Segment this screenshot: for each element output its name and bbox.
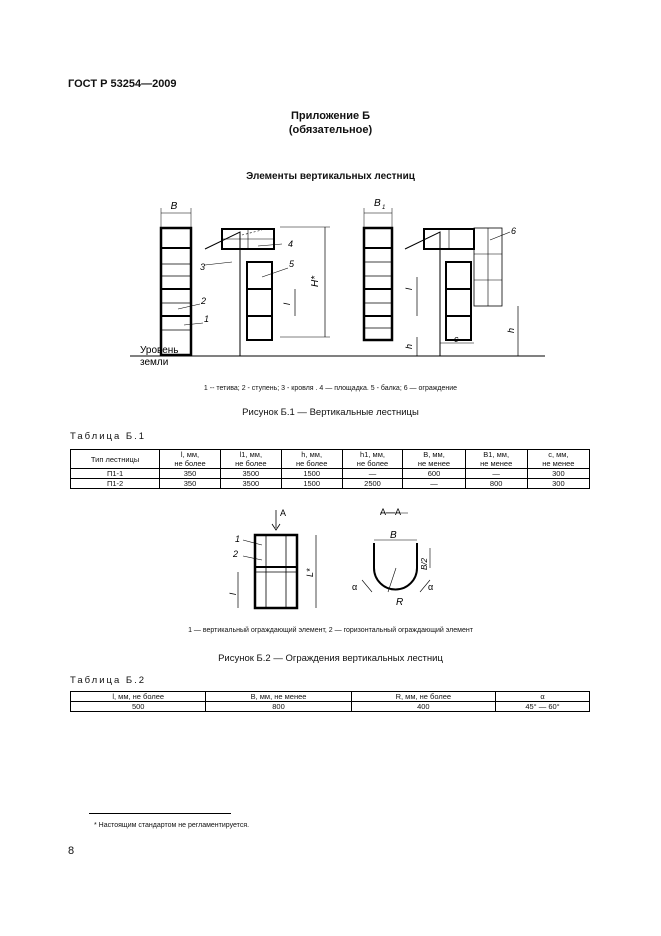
table-b2-title: Таблица Б.2 (70, 675, 147, 686)
label-l: l (404, 288, 414, 290)
appendix-title: Приложение Б (290, 110, 371, 122)
figure-b1-legend: 1 -- тетива; 2 - ступень; 3 - кровля . 4 — площадка. 5 - балка; 6 — ограждение (203, 385, 458, 392)
figure-b1-caption: Рисунок Б.1 — Вертикальные лестницы (242, 407, 419, 418)
table-header-cell: α (496, 692, 590, 702)
label-5: 5 (289, 259, 295, 269)
table-header-cell: c, мм, не менее (527, 450, 589, 469)
figure-b2-caption: Рисунок Б.2 — Ограждения вертикальных лестниц (218, 653, 443, 664)
label-6: 6 (511, 226, 517, 236)
label-fig2-2: 2 (233, 549, 239, 559)
table-row: 500 800 400 45° — 60° (71, 702, 590, 712)
table-header-cell: l, мм, не более (71, 692, 206, 702)
label-H: H* (310, 275, 321, 287)
label-alpha-right: α (428, 582, 434, 592)
table-row: П1-2 350 3500 1500 2500 — 800 300 (71, 479, 590, 489)
section-title: Элементы вертикальных лестниц (246, 171, 415, 182)
label-3: 3 (200, 262, 206, 272)
page-number: 8 (68, 845, 75, 857)
label-B: B (170, 201, 178, 212)
label-c: c (454, 334, 459, 344)
table-header-cell: R, мм, не более (351, 692, 495, 702)
label-B1-sub: 1 (382, 205, 386, 211)
table-header-cell: h, мм, не более (281, 450, 342, 469)
label-AA: A—A (380, 507, 402, 517)
table-header-row (71, 692, 590, 702)
label-h1: h (506, 327, 516, 333)
label-fig2-B: B (390, 530, 397, 541)
table-header-cell: B, мм, не менее (206, 692, 351, 702)
label-1: 1 (204, 314, 210, 324)
table-header-cell: l1, мм, не более (220, 450, 281, 469)
figure-b2-legend: 1 — вертикальный ограждающий элемент, 2 — горизонтальный ограждающий элемент (188, 627, 473, 634)
ground-label-1: Уровень (140, 345, 179, 356)
table-header-cell: B, мм, не менее (403, 450, 465, 469)
footnote-divider (89, 813, 231, 814)
label-B1: B (374, 198, 381, 209)
label-R: R (396, 597, 404, 608)
label-4: 4 (288, 239, 294, 249)
table-header-cell: B1, мм, не менее (465, 450, 527, 469)
label-L: L* (305, 568, 315, 577)
label-2: 2 (201, 296, 207, 306)
label-alpha-left: α (352, 582, 358, 592)
appendix-subtitle: (обязательное) (288, 124, 373, 136)
label-h: h (404, 343, 414, 349)
label-fig2-1: 1 (235, 534, 241, 544)
table-row: П1-1 350 3500 1500 — 600 — 300 (71, 469, 590, 479)
label-B2: B/2 (420, 557, 429, 570)
ground-label-2: земли (140, 357, 169, 368)
document-code: ГОСТ Р 53254—2009 (68, 78, 177, 90)
table-b1-title: Таблица Б.1 (70, 431, 147, 442)
cage-front (255, 535, 297, 608)
footnote: * Настоящим стандартом не регламентируется. (94, 822, 250, 829)
table-header-cell: l, мм, не более (160, 450, 221, 469)
label-fig2-l: l (228, 593, 238, 595)
label-l1: l (282, 303, 292, 305)
table-b2 (70, 691, 590, 712)
table-header-cell: h1, мм, не более (342, 450, 403, 469)
cage-section (374, 543, 417, 590)
table-header-cell: Тип лестницы (71, 450, 160, 469)
label-A: A (280, 508, 287, 518)
